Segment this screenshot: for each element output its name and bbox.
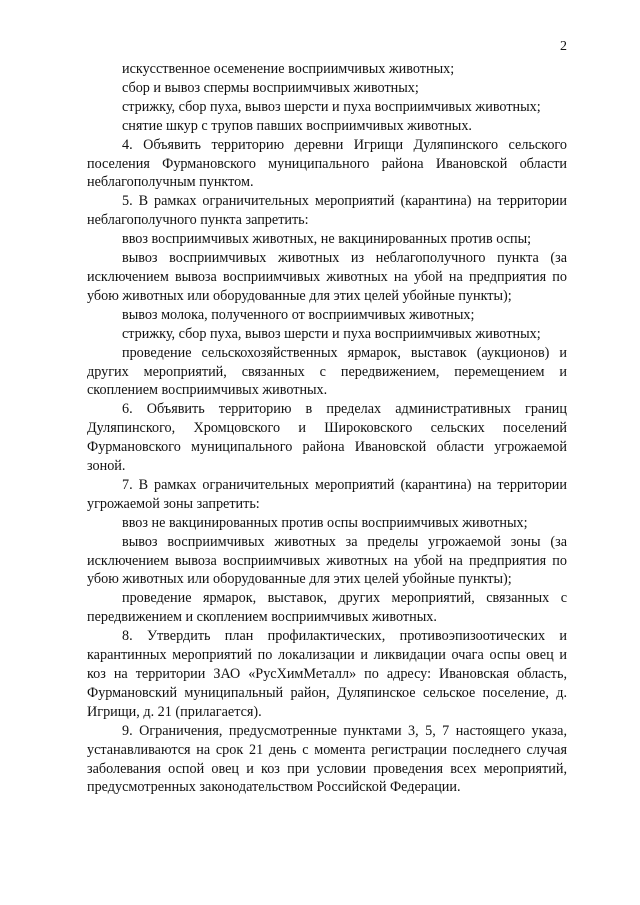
paragraph: ввоз восприимчивых животных, не вакцинированных против оспы; [122, 231, 532, 248]
paragraph: стрижку, сбор пуха, вывоз шерсти и пуха восприимчивых животных; [122, 325, 541, 342]
paragraph: искусственное осеменение восприимчивых животных; [122, 61, 455, 77]
paragraph: стрижку, сбор пуха, вывоз шерсти и пуха восприимчивых животных; [122, 98, 541, 115]
paragraph: вывоз восприимчивых животных за пределы угрожаемой зоны (за исключением вывоза восприимчивых животных на убой на предприятия по убою животных или оборудованные для этих целей убойные пункты); [87, 533, 567, 588]
paragraph: сбор и вывоз спермы восприимчивых животных; [122, 79, 419, 96]
paragraph-item-7: 7. В рамках ограничительных мероприятий (карантина) на территории угрожаемой зоны запретить: [87, 476, 567, 512]
paragraph-item-8: 8. Утвердить план профилактических, противоэпизоотических и карантинных мероприятий по локализации и ликвидации очага оспы овец и коз на территории ЗАО «РусХимМеталл» по адресу: Ивановская область, Фурмановский муниципальный район, Дуляпинское сельское поселение, д. Игрищи, д. 21 (прилагается). [87, 628, 567, 720]
paragraph-item-5: 5. В рамках ограничительных мероприятий (карантина) на территории неблагополучного пункта запретить: [87, 193, 567, 229]
paragraph: вывоз молока, полученного от восприимчивых животных; [122, 306, 475, 323]
document-body [87, 60, 567, 797]
paragraph: вывоз восприимчивых животных из неблагополучного пункта (за исключением вывоза восприимчивых животных на убой на предприятия по убою животных или оборудованные для этих целей убойные пункты); [87, 250, 567, 304]
paragraph-item-4: 4. Объявить территорию деревни Игрищи Дуляпинского сельского поселения Фурмановского муниципального района Ивановской области неблагополучным пунктом. [87, 136, 567, 191]
paragraph: проведение сельскохозяйственных ярмарок, выставок (аукционов) и других мероприятий, связанных с передвижением, перемещением и скоплением восприимчивых животных. [87, 344, 567, 399]
paragraph-item-6: 6. Объявить территорию в пределах административных границ Дуляпинского, Хромцовского и Широковского сельских поселений Фурмановского муниципального района Ивановской области угрожаемой зоной. [87, 401, 567, 475]
page-number: 2 [560, 39, 567, 54]
paragraph: ввоз не вакцинированных против оспы восприимчивых животных; [122, 514, 528, 531]
paragraph: проведение ярмарок, выставок, других мероприятий, связанных с передвижением и скоплением восприимчивых животных. [87, 590, 567, 626]
paragraph: снятие шкур с трупов павших восприимчивых животных. [122, 117, 472, 134]
paragraph-item-9: 9. Ограничения, предусмотренные пунктами 3, 5, 7 настоящего указа, устанавливаются на срок 21 день с момента регистрации последнего случая заболевания оспой овец и коз при условии проведения всех мероприятий, предусмотренных законодательством Российской Федерации. [87, 722, 567, 796]
